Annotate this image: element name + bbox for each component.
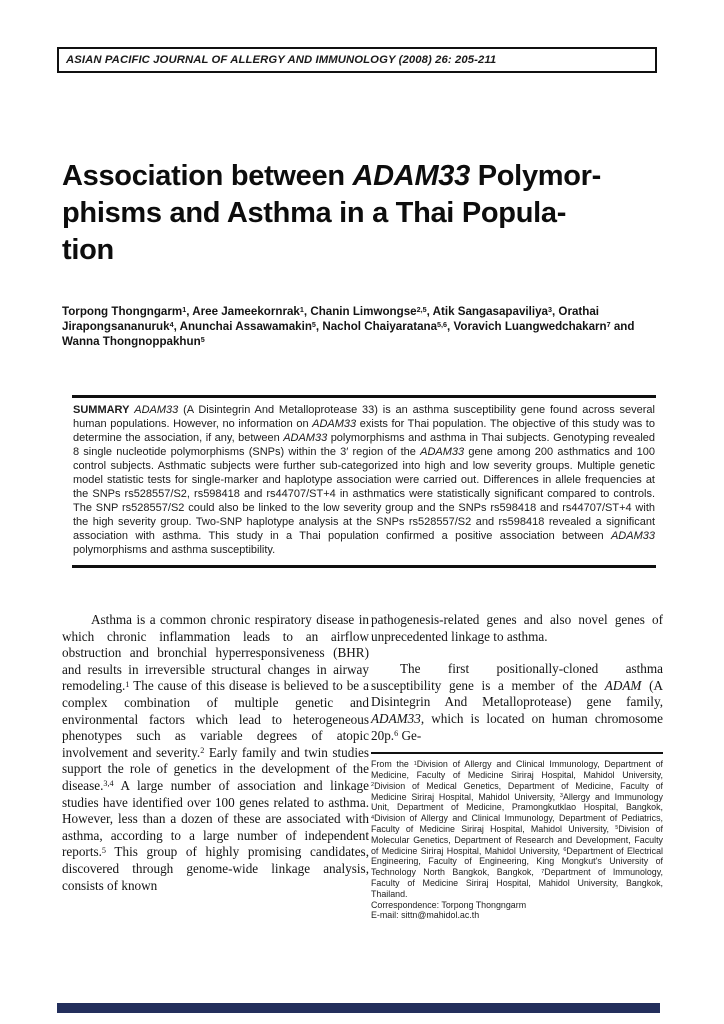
footnote-separator [371, 752, 663, 754]
title-line-2: phisms and Asthma in a Thai Popula- [62, 197, 567, 229]
summary-text: SUMMARY ADAM33 (A Disintegrin And Metalloprotease 33) is an asthma susceptibility gene found across several human populations. However, no information on ADAM33 exists for Thai population. The objective of this study was to determine the association, if any, between ADAM33 polymorphisms and asthma in Thai subjects. Genotyping revealed 8 single nucleotide polymorphisms (SNPs) within the 3′ region of the ADAM33 gene among 200 asthmatics and 100 control subjects. Asthmatic subjects were further sub-categorized into high and low severity groups. Multiple genetic model statistic tests for single-marker and haplotype association were carried out. Differences in allele frequencies at the SNPs rs528557/S2, rs598418 and rs44707/ST+4 in asthmatics were statistically significant compared to controls. The SNP rs528557/S2 could also be linked to the low severity group and the SNPs rs598418 and rs44707/ST+4 with the high severity group. Two-SNP haplotype analysis at the SNPs rs528557/S2 and rs598418 revealed a significant association with asthma. This study in a Thai population confirmed a positive association between ADAM33 polymorphisms and asthma susceptibility. [73, 404, 655, 556]
correspondence-line: Correspondence: Torpong Thongngarm [371, 899, 527, 910]
continuation-paragraph: pathogenesis-related genes and also novel genes of unprecedented linkage to asthma. [371, 612, 663, 644]
email-line: E-mail: sittn@mahidol.ac.th [371, 910, 480, 921]
title-line-1: Association between ADAM33 Polymor- [62, 160, 602, 192]
summary-section [72, 395, 656, 568]
body-right-column [371, 612, 663, 921]
journal-header-text: ASIAN PACIFIC JOURNAL OF ALLERGY AND IMMUNOLOGY (2008) 26: 205-211 [66, 54, 497, 66]
bottom-accent-bar [57, 1003, 660, 1013]
intro-paragraph: Asthma is a common chronic respiratory disease in which chronic inflammation leads to an airflow obstruction and bronchial hyperresponsiveness (BHR) and results in irreversible structural changes in airway remodeling.$^1$ The cause of this disease is believed to be a complex combination of multiple genetic and environmental factors which lead to heterogeneous phenotypes such as variable degrees of atopic involvement and severity.$^2$ Early family and twin studies support the role of genetics in the development of the disease.$^{3,4}$ A large number of association and linkage studies have identified over 100 genes related to asthma. However, less than a dozen of these are associated with asthma, according to a large number of independent reports.$^5$ This group of highly promising candidates, discovered through genome-wide linkage analysis, consists of known [62, 612, 369, 893]
adam33-paragraph: The first positionally-cloned asthma susceptibility gene is a member of the ADAM (A Disintegrin And Metalloprotease) gene family, ADAM33, which is located on human chromosome 20p.$^6$ Ge- [371, 661, 663, 743]
journal-header-box [57, 47, 657, 73]
page-title [62, 158, 674, 269]
affiliations-note: From the $^1$Division of Allergy and Clinical Immunology, Department of Medicine, Faculty of Medicine Siriraj Hospital, Mahidol University, $^2$Division of Medical Genetics, Department of Medicine, Faculty of Medicine Siriraj Hospital, Mahidol University, $^3$Allergy and Immunology Unit, Department of Medicine, Pramongkutklao Hospital, Bangkok, $^4$Division of Allergy and Clinical Immunology, Department of Pediatrics, Faculty of Medicine Siriraj Hospital, Mahidol University, $^5$Division of Molecular Genetics, Department of Research and Development, Faculty of Medicine Siriraj Hospital, Mahidol University, $^6$Department of Electrical Engineering, Faculty of Engineering, King Mongkut's University of Technology North Bangkok, Bangkok, $^7$Department of Immunology, Faculty of Medicine Siriraj Hospital, Mahidol University, Bangkok, Thailand. [371, 759, 663, 899]
authors-list: Torpong Thongngarm$^1$, Aree Jameekornrak$^1$, Chanin Limwongse$^{2,5}$, Atik Sangasapaviliya$^3$, Orathai Jirapongsananuruk$^4$, Anunchai Assawamakin$^5$, Nachol Chaiyaratana$^{5,6}$, Voravich Luangwedchakarn$^7$ and Wanna Thongnoppakhun$^5$ [62, 304, 635, 348]
title-line-3: tion [62, 234, 114, 266]
body-left-column [62, 612, 369, 894]
